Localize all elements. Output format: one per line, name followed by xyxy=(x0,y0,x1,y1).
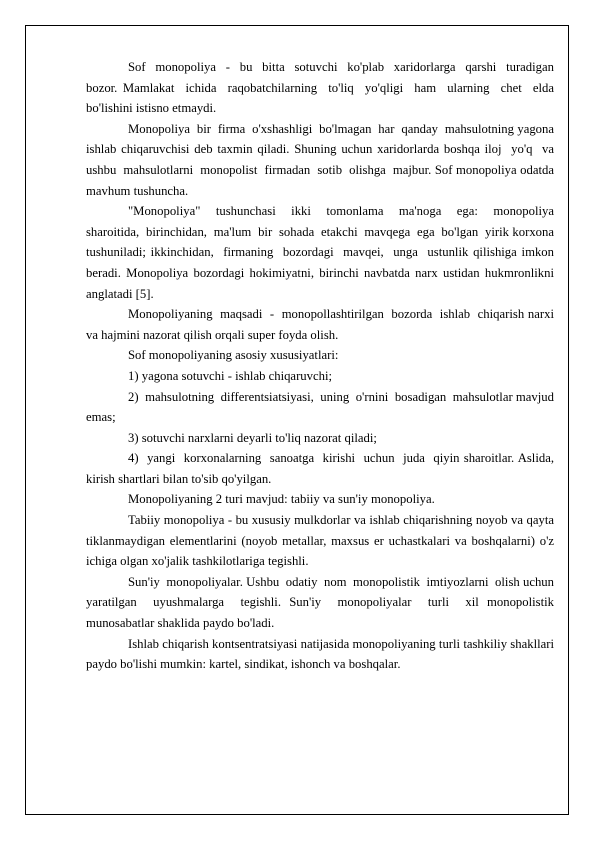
paragraph-natural-monopoly: Tabiiy monopoliya - bu xususiy mulkdorlar va ishlab chiqarishning noyob va qayta tiklanmaydigan elementlarini (noyob metallar, maxsus er uchastkalari va boshqalarni) o'z ichiga olgan xo'jalik tashkilotlariga tegishli. xyxy=(86,513,558,569)
list-item-2: 2) mahsulotning differentsiatsiyasi, uning o'rnini bosadigan mahsulotlar mavjud emas; xyxy=(86,389,558,425)
paragraph-organizational-forms: Ishlab chiqarish kontsentratsiyasi natijasida monopoliyaning turli tashkiliy shakllari paydo bo'lishi mumkin: kartel, sindikat, ishonch va boshqalar. xyxy=(86,636,558,672)
paragraph-sole-producer: Monopoliya bir firma o'xshashligi bo'lmagan har qanday mahsulotning yagona ishlab chiqaruvchisi deb taxmin qiladi. Shuning uchun xaridorlarda boshqa iloj yo'q va ushbu mahsulotlarni monopolist firmadan sotib olishga majbur. Sof monopoliya odatda mavhum tushuncha. xyxy=(86,121,561,198)
paragraph-pure-monopoly-definition: Sof monopoliya - bu bitta sotuvchi ko'plab xaridorlarga qarshi turadigan bozor. Mamlakat ichida raqobatchilarning to'liq yo'qligi ham ularning chet elda bo'lishini istisno etmaydi. xyxy=(86,60,558,116)
paragraph-monopoly-goal: Monopoliyaning maqsadi - monopollashtirilgan bozorda ishlab chiqarish narxi va hajmini nazorat qilish orqali super foyda olish. xyxy=(86,307,558,342)
list-item-1: 1) yagona sotuvchi - ishlab chiqaruvchi; xyxy=(128,368,333,383)
list-item-4: 4) yangi korxonalarning sanoatga kirishi uchun juda qiyin sharoitlar. Aslida, kirish shartlari bilan to'sib qo'yilgan. xyxy=(86,451,558,486)
paragraph-monopoly-meaning: "Monopoliya" tushunchasi ikki tomonlama ma'noga ega: monopoliya sharoitida, birinchidan, ma'lum bir sohada etakchi mavqega ega bo'lgan yirik korxona tushuniladi; ikkinchidan, firmaning bozordagi mavqei, unga ustunlik qilishiga imkon beradi. Monopoliya bozordagi hokimiyatni, birinchi navbatda narx ustidan hukmronlikni anglatadi [5]. xyxy=(86,204,561,301)
list-item-3: 3) sotuvchi narxlarni deyarli to'liq nazorat qiladi; xyxy=(128,430,377,445)
document-body xyxy=(86,57,561,675)
paragraph-features-heading: Sof monopoliyaning asosiy xususiyatlari: xyxy=(128,348,339,363)
paragraph-artificial-monopoly: Sun'iy monopoliyalar. Ushbu odatiy nom monopolistik imtiyozlarni olish uchun yaratilgan uyushmalarga tegishli. Sun'iy monopoliyalar turli xil monopolistik munosabatlar shaklida paydo bo'ladi. xyxy=(86,574,561,631)
paragraph-monopoly-types: Monopoliyaning 2 turi mavjud: tabiiy va sun'iy monopoliya. xyxy=(128,492,435,507)
